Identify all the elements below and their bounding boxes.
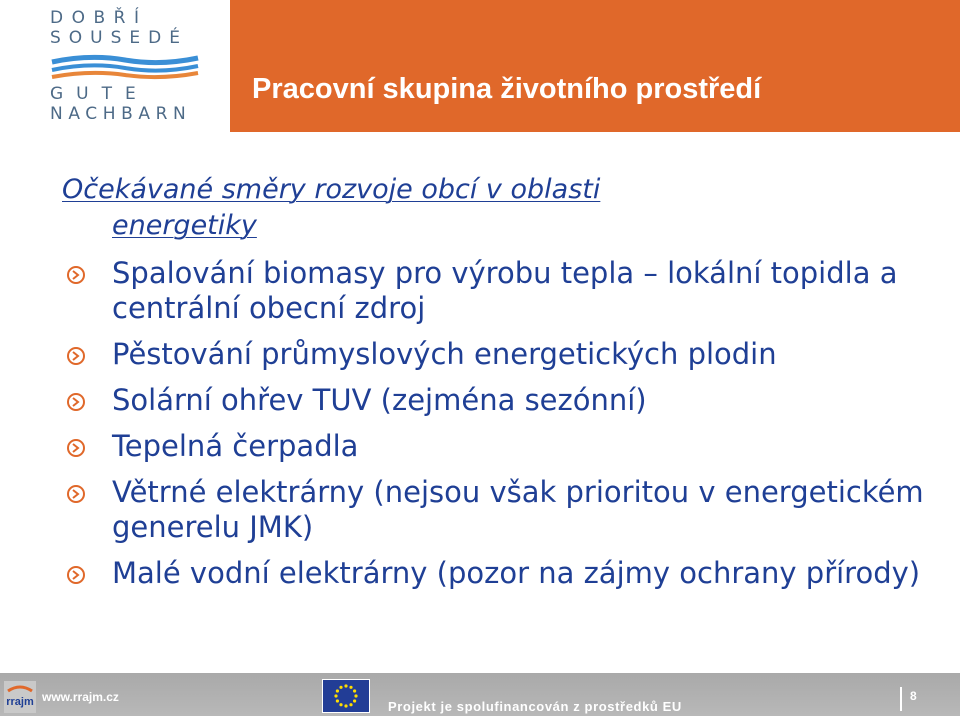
section-heading-line2: energetiky	[112, 210, 257, 241]
list-item-text: Tepelná čerpadla	[112, 429, 359, 463]
logo-text-dobri: DOBŘÍ	[50, 8, 148, 28]
bullet-list	[62, 256, 942, 602]
page-number: 8	[910, 689, 917, 703]
list-item	[62, 256, 942, 326]
target-circle-bullet-icon	[66, 565, 86, 585]
rrajm-logo	[4, 681, 36, 713]
list-item-text: Solární ohřev TUV (zejména sezónní)	[112, 383, 647, 417]
footer-bar	[0, 673, 960, 716]
list-item	[62, 429, 942, 464]
rrajm-logo-text: rrajm	[6, 696, 34, 708]
section-heading	[62, 172, 822, 244]
list-item	[62, 475, 942, 545]
slide-title: Pracovní skupina životního prostředí	[252, 72, 762, 105]
website-link[interactable]: www.rrajm.cz	[42, 690, 119, 704]
logo-text-nachbarn: NACHBARN	[50, 104, 192, 124]
list-item-text: Pěstování průmyslových energetických plodin	[112, 337, 777, 371]
target-circle-bullet-icon	[66, 346, 86, 366]
list-item-text: Spalování biomasy pro výrobu tepla – lokální topidla a centrální obecní zdroj	[112, 256, 898, 325]
logo-text-gute: GUTE	[50, 84, 149, 104]
section-heading-line1: Očekávané směry rozvoje obcí v oblasti	[62, 174, 601, 205]
dobri-sousede-logo	[50, 8, 200, 126]
title-bar	[230, 0, 960, 132]
list-item-text: Větrné elektrárny (nejsou však prioritou v energetickém generelu JMK)	[112, 475, 924, 544]
list-item	[62, 383, 942, 418]
target-circle-bullet-icon	[66, 438, 86, 458]
target-circle-bullet-icon	[66, 484, 86, 504]
target-circle-bullet-icon	[66, 265, 86, 285]
logo-text-sousede: SOUSEDÉ	[50, 28, 188, 48]
eu-funding-text: Projekt je spolufinancován z prostředků EU	[388, 699, 682, 714]
list-item-text: Malé vodní elektrárny (pozor na zájmy ochrany přírody)	[112, 556, 921, 590]
list-item	[62, 556, 942, 591]
target-circle-bullet-icon	[66, 392, 86, 412]
logo-wave-icon	[50, 54, 200, 82]
eu-flag-icon	[322, 679, 370, 713]
list-item	[62, 337, 942, 372]
footer-divider	[900, 687, 902, 711]
